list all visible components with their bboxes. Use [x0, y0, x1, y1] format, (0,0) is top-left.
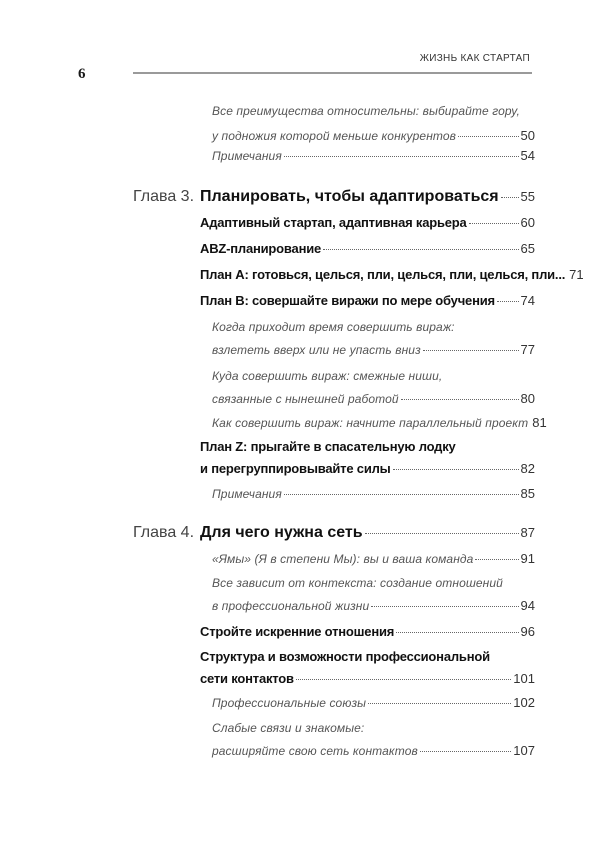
toc-line [212, 104, 535, 118]
toc-page-number: 80 [520, 391, 535, 406]
toc-entry-title: Примечания [212, 149, 282, 163]
toc-line [212, 128, 535, 143]
toc-page-number: 107 [513, 743, 535, 758]
toc-line [200, 439, 535, 454]
toc-page-number: 91 [520, 551, 535, 566]
toc-line [212, 598, 535, 613]
toc-line [200, 215, 535, 230]
dot-leader [458, 136, 519, 137]
toc-entry-title: Структура и возможности профессиональной [200, 649, 490, 664]
toc-line [212, 415, 547, 430]
toc-page-number: 74 [520, 293, 535, 308]
dot-leader [501, 197, 519, 198]
toc-line [200, 624, 535, 639]
page-number: 6 [78, 66, 86, 82]
toc-line [212, 551, 535, 566]
toc-line [200, 649, 535, 664]
toc-entry-title: План A: готовься, целься, пли, целься, пли, целься, пли... [200, 267, 566, 282]
toc-page-number: 87 [520, 525, 535, 540]
toc-page-number: 102 [513, 695, 535, 710]
toc-page-number: 101 [513, 671, 535, 686]
toc-line [212, 342, 535, 357]
toc-entry-title: в профессиональной жизни [212, 599, 370, 613]
toc-line [212, 721, 535, 735]
toc-line [200, 293, 535, 308]
toc-entry-title: План Z: прыгайте в спасательную лодку [200, 439, 456, 454]
toc-entry-title: Когда приходит время совершить вираж: [212, 320, 455, 334]
toc-page-number: 81 [532, 415, 547, 430]
toc-entry-title: «Ямы» (Я в степени Мы): вы и ваша команда [212, 552, 474, 566]
dot-leader [469, 223, 519, 224]
toc-entry-title: взлететь вверх или не упасть вниз [212, 343, 421, 357]
dot-leader [475, 559, 518, 560]
toc-entry-title: План B: совершайте виражи по мере обучения [200, 293, 495, 308]
toc-page-number: 82 [520, 461, 535, 476]
chapter-label: Глава 3. [133, 188, 195, 205]
dot-leader [497, 301, 519, 302]
dot-leader [296, 679, 511, 680]
toc-line [200, 188, 535, 206]
toc-line [200, 241, 535, 256]
toc-page-number: 60 [520, 215, 535, 230]
toc-line [212, 695, 535, 710]
running-head: ЖИЗНЬ КАК СТАРТАП [419, 53, 530, 64]
dot-leader [323, 249, 518, 250]
toc-page-number: 54 [520, 148, 535, 163]
dot-leader [423, 350, 519, 351]
toc-page-number: 85 [520, 486, 535, 501]
toc-entry-title: Все зависит от контекста: создание отношений [212, 576, 503, 590]
toc-line [212, 743, 535, 758]
toc-entry-title: Планировать, чтобы адаптироваться [200, 188, 499, 205]
toc-line [212, 486, 535, 501]
dot-leader [365, 533, 519, 534]
toc-line [200, 671, 535, 686]
toc-entry-title: у подножия которой меньше конкурентов [212, 129, 457, 143]
toc-page-number: 96 [520, 624, 535, 639]
dot-leader [401, 399, 519, 400]
toc-line [200, 461, 535, 476]
toc-entry-title: и перегруппировывайте силы [200, 461, 391, 476]
dot-leader [420, 751, 511, 752]
toc-page-number: 77 [520, 342, 535, 357]
toc-page-number: 50 [520, 128, 535, 143]
toc-entry-title: Все преимущества относительны: выбирайте гору, [212, 104, 520, 118]
toc-entry-title: Профессиональные союзы [212, 696, 367, 710]
toc-entry-title: Слабые связи и знакомые: [212, 721, 365, 735]
toc-page-number: 55 [520, 189, 535, 204]
dot-leader [284, 494, 519, 495]
toc-entry-title: Стройте искренние отношения [200, 624, 395, 639]
toc-entry-title: Как совершить вираж: начните параллельный проект [212, 416, 529, 430]
dot-leader [396, 632, 518, 633]
toc-entry-title: Примечания [212, 487, 282, 501]
dot-leader [371, 606, 518, 607]
toc-page-number: 65 [520, 241, 535, 256]
toc-entry-title: Для чего нужна сеть [200, 524, 363, 541]
toc-entry-title: ABZ-планирование [200, 241, 322, 256]
toc-page-number: 94 [520, 598, 535, 613]
toc-line [200, 267, 584, 282]
dot-leader [368, 703, 511, 704]
header-rule [133, 72, 532, 74]
toc-line [200, 524, 535, 542]
toc-line [212, 369, 535, 383]
toc-page-number: 71 [569, 267, 584, 282]
dot-leader [284, 156, 519, 157]
toc-line [212, 391, 535, 406]
toc-entry-title: Куда совершить вираж: смежные ниши, [212, 369, 443, 383]
toc-line [212, 148, 535, 163]
toc-entry-title: Адаптивный стартап, адаптивная карьера [200, 215, 467, 230]
chapter-label: Глава 4. [133, 524, 195, 541]
toc-line [212, 576, 535, 590]
toc-entry-title: расширяйте свою сеть контактов [212, 744, 418, 758]
toc-entry-title: связанные с нынешней работой [212, 392, 399, 406]
toc-line [212, 320, 535, 334]
dot-leader [393, 469, 519, 470]
toc-entry-title: сети контактов [200, 671, 294, 686]
